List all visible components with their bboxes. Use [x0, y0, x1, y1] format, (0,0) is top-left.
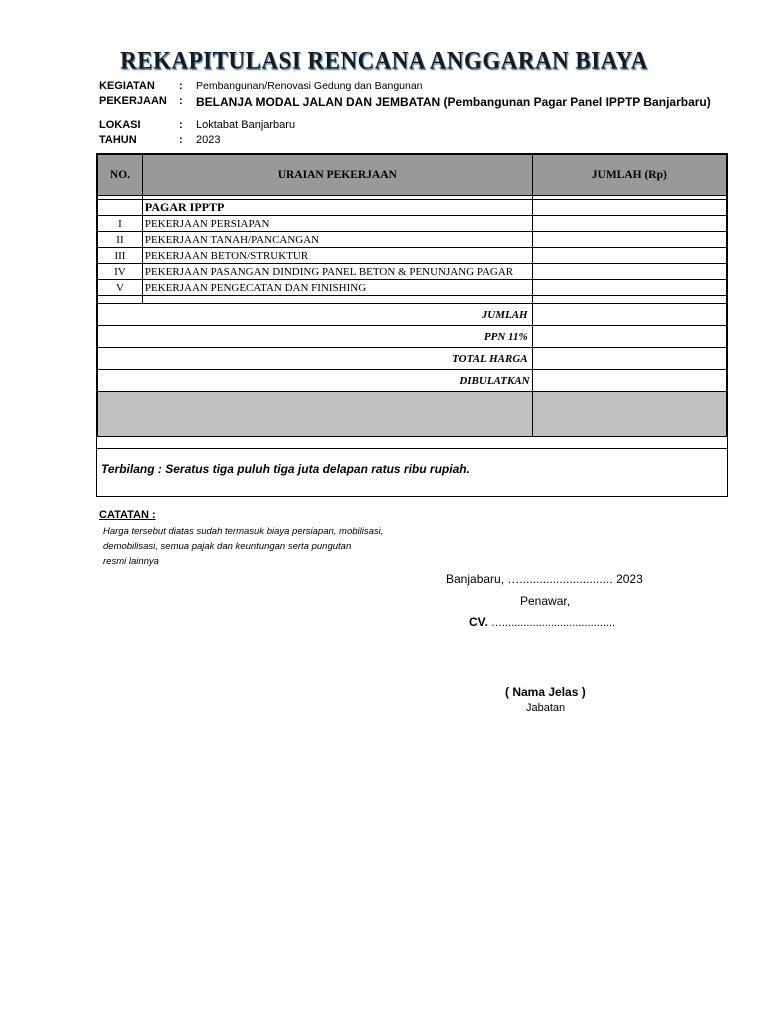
pekerjaan-label: PEKERJAAN — [99, 95, 167, 107]
pekerjaan-value: BELANJA MODAL JALAN DAN JEMBATAN (Pembangunan Pagar Panel IPPTP Banjarbaru) — [196, 95, 711, 109]
catatan-line: resmi lainnya — [103, 556, 159, 567]
colon: : — [179, 95, 183, 107]
row-uraian: PEKERJAAN TANAH/PANCANGAN — [142, 232, 532, 248]
colon: : — [179, 80, 183, 92]
row-jumlah — [532, 264, 726, 280]
summary-jumlah-label: JUMLAH — [98, 304, 533, 326]
header-jumlah: JUMLAH (Rp) — [532, 155, 726, 196]
row-jumlah — [532, 232, 726, 248]
row-no: III — [98, 248, 143, 264]
table-header-row — [98, 155, 727, 196]
table-row — [98, 264, 727, 280]
lokasi-value: Loktabat Banjarbaru — [196, 119, 296, 131]
summary-ppn-label: PPN 11% — [98, 326, 533, 348]
colon: : — [179, 119, 183, 131]
table-row — [98, 232, 727, 248]
header-uraian: URAIAN PEKERJAAN — [142, 155, 532, 196]
spacer-row — [98, 296, 727, 304]
row-jumlah — [532, 248, 726, 264]
row-uraian: PEKERJAAN BETON/STRUKTUR — [142, 248, 532, 264]
jabatan: Jabatan — [526, 702, 566, 714]
row-no: II — [98, 232, 143, 248]
lokasi-label: LOKASI — [99, 119, 141, 131]
table-row — [98, 248, 727, 264]
table-row — [98, 280, 727, 296]
rab-table-frame — [96, 153, 728, 497]
catatan-title: CATATAN : — [99, 509, 156, 521]
cv-line — [469, 615, 615, 629]
row-no: I — [98, 216, 143, 232]
tahun-value: 2023 — [196, 134, 221, 146]
document-title: REKAPITULASI RENCANA ANGGARAN BIAYA — [120, 46, 648, 75]
row-uraian: PEKERJAAN PERSIAPAN — [142, 216, 532, 232]
place-date: Banjabaru, …............................ 2023 — [446, 572, 643, 586]
summary-row-dibulatkan — [98, 370, 727, 392]
row-jumlah — [532, 216, 726, 232]
row-uraian: PEKERJAAN PENGECATAN DAN FINISHING — [142, 280, 532, 296]
group-title: PAGAR IPPTP — [142, 200, 532, 216]
cv-dots: …..................................... — [487, 617, 616, 629]
tahun-label: TAHUN — [99, 134, 137, 146]
row-jumlah — [532, 280, 726, 296]
kegiatan-label: KEGIATAN — [99, 80, 155, 92]
terbilang-text: Terbilang : Seratus tiga puluh tiga juta delapan ratus ribu rupiah. — [101, 462, 470, 476]
summary-row-jumlah — [98, 304, 727, 326]
kegiatan-value: Pembangunan/Renovasi Gedung dan Bangunan — [196, 80, 423, 92]
nama-jelas: ( Nama Jelas ) — [505, 685, 586, 699]
row-no: IV — [98, 264, 143, 280]
catatan-line: Harga tersebut diatas sudah termasuk biaya persiapan, mobilisasi, — [103, 526, 384, 537]
row-uraian: PEKERJAAN PASANGAN DINDING PANEL BETON & PENUNJANG PAGAR — [142, 264, 532, 280]
table-row — [98, 216, 727, 232]
header-no: NO. — [98, 155, 143, 196]
summary-dibulatkan-label: DIBULATKAN — [98, 370, 533, 392]
grey-row — [98, 392, 727, 437]
colon: : — [179, 134, 183, 146]
group-row — [98, 200, 727, 216]
row-no: V — [98, 280, 143, 296]
catatan-line: demobilisasi, semua pajak dan keuntungan serta pungutan — [103, 541, 352, 552]
catatan-body — [103, 524, 433, 569]
rab-table — [97, 154, 727, 437]
summary-row-total — [98, 348, 727, 370]
penawar-label: Penawar, — [520, 594, 571, 608]
cv-label: CV. — [469, 615, 488, 629]
summary-row-ppn — [98, 326, 727, 348]
summary-total-label: TOTAL HARGA — [98, 348, 533, 370]
